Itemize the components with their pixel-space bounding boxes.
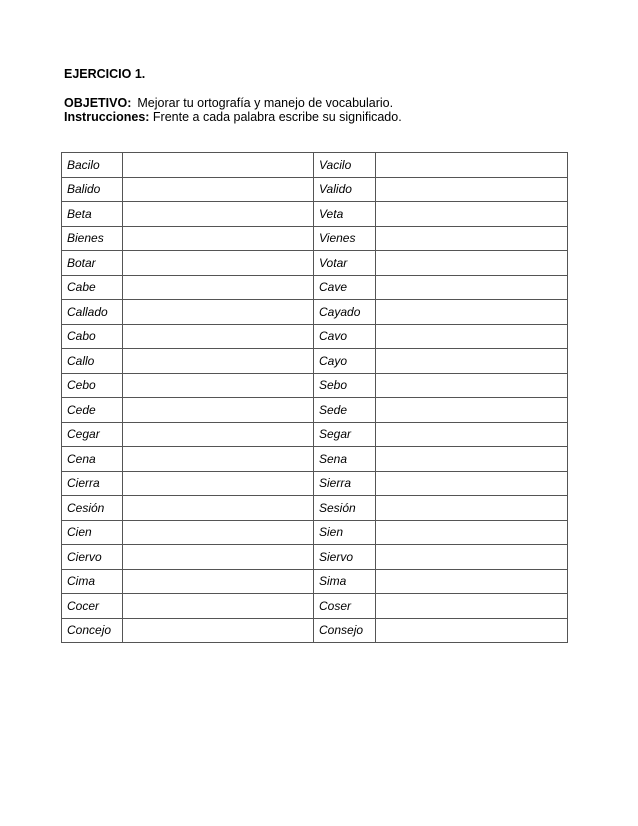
word-cell: Sena bbox=[314, 447, 376, 472]
vocabulary-table bbox=[61, 152, 568, 643]
meaning-answer-cell[interactable] bbox=[123, 471, 314, 496]
table-row bbox=[62, 226, 568, 251]
table-row bbox=[62, 471, 568, 496]
word-cell: Concejo bbox=[62, 618, 123, 643]
word-cell: Segar bbox=[314, 422, 376, 447]
table-row bbox=[62, 594, 568, 619]
meaning-answer-cell[interactable] bbox=[123, 545, 314, 570]
word-cell: Sien bbox=[314, 520, 376, 545]
word-cell: Sebo bbox=[314, 373, 376, 398]
table-row bbox=[62, 447, 568, 472]
meaning-answer-cell[interactable] bbox=[376, 153, 568, 178]
meaning-answer-cell[interactable] bbox=[123, 226, 314, 251]
word-cell: Vacilo bbox=[314, 153, 376, 178]
meaning-answer-cell[interactable] bbox=[376, 618, 568, 643]
meaning-answer-cell[interactable] bbox=[376, 520, 568, 545]
meaning-answer-cell[interactable] bbox=[376, 471, 568, 496]
word-cell: Cocer bbox=[62, 594, 123, 619]
word-cell: Callado bbox=[62, 300, 123, 325]
word-cell: Bienes bbox=[62, 226, 123, 251]
table-row bbox=[62, 251, 568, 276]
meaning-answer-cell[interactable] bbox=[376, 324, 568, 349]
meaning-answer-cell[interactable] bbox=[123, 569, 314, 594]
meaning-answer-cell[interactable] bbox=[123, 177, 314, 202]
word-cell: Bacilo bbox=[62, 153, 123, 178]
meaning-answer-cell[interactable] bbox=[376, 226, 568, 251]
table-row bbox=[62, 177, 568, 202]
objective-label: OBJETIVO: bbox=[64, 96, 132, 110]
word-cell: Cave bbox=[314, 275, 376, 300]
meaning-answer-cell[interactable] bbox=[123, 300, 314, 325]
word-cell: Cebo bbox=[62, 373, 123, 398]
word-cell: Cayado bbox=[314, 300, 376, 325]
word-cell: Vienes bbox=[314, 226, 376, 251]
exercise-title: EJERCICIO 1. bbox=[64, 67, 146, 81]
meaning-answer-cell[interactable] bbox=[376, 300, 568, 325]
meaning-answer-cell[interactable] bbox=[123, 153, 314, 178]
meaning-answer-cell[interactable] bbox=[376, 251, 568, 276]
meaning-answer-cell[interactable] bbox=[376, 349, 568, 374]
meaning-answer-cell[interactable] bbox=[123, 373, 314, 398]
meaning-answer-cell[interactable] bbox=[123, 202, 314, 227]
instructions-line bbox=[64, 110, 402, 125]
table-row bbox=[62, 422, 568, 447]
meaning-answer-cell[interactable] bbox=[123, 349, 314, 374]
instructions-label: Instrucciones: bbox=[64, 110, 150, 124]
meaning-answer-cell[interactable] bbox=[376, 594, 568, 619]
word-cell: Sierra bbox=[314, 471, 376, 496]
word-cell: Sima bbox=[314, 569, 376, 594]
word-cell: Sesión bbox=[314, 496, 376, 521]
word-cell: Siervo bbox=[314, 545, 376, 570]
meaning-answer-cell[interactable] bbox=[376, 447, 568, 472]
vocabulary-table-body bbox=[62, 153, 568, 643]
word-cell: Cesión bbox=[62, 496, 123, 521]
meaning-answer-cell[interactable] bbox=[123, 520, 314, 545]
meaning-answer-cell[interactable] bbox=[123, 447, 314, 472]
meaning-answer-cell[interactable] bbox=[123, 398, 314, 423]
word-cell: Cabo bbox=[62, 324, 123, 349]
word-cell: Beta bbox=[62, 202, 123, 227]
meaning-answer-cell[interactable] bbox=[123, 594, 314, 619]
table-row bbox=[62, 398, 568, 423]
meaning-answer-cell[interactable] bbox=[376, 496, 568, 521]
meaning-answer-cell[interactable] bbox=[376, 398, 568, 423]
table-row bbox=[62, 520, 568, 545]
word-cell: Callo bbox=[62, 349, 123, 374]
meaning-answer-cell[interactable] bbox=[123, 324, 314, 349]
meaning-answer-cell[interactable] bbox=[123, 618, 314, 643]
table-row bbox=[62, 153, 568, 178]
word-cell: Cayo bbox=[314, 349, 376, 374]
word-cell: Veta bbox=[314, 202, 376, 227]
meaning-answer-cell[interactable] bbox=[123, 496, 314, 521]
word-cell: Sede bbox=[314, 398, 376, 423]
word-cell: Consejo bbox=[314, 618, 376, 643]
word-cell: Cima bbox=[62, 569, 123, 594]
word-cell: Cena bbox=[62, 447, 123, 472]
word-cell: Cierra bbox=[62, 471, 123, 496]
meaning-answer-cell[interactable] bbox=[376, 202, 568, 227]
table-row bbox=[62, 349, 568, 374]
meaning-answer-cell[interactable] bbox=[376, 177, 568, 202]
table-row bbox=[62, 324, 568, 349]
instructions-text: Frente a cada palabra escribe su significado. bbox=[152, 110, 402, 124]
word-cell: Cede bbox=[62, 398, 123, 423]
word-cell: Votar bbox=[314, 251, 376, 276]
table-row bbox=[62, 300, 568, 325]
table-row bbox=[62, 569, 568, 594]
word-cell: Coser bbox=[314, 594, 376, 619]
word-cell: Valido bbox=[314, 177, 376, 202]
table-row bbox=[62, 618, 568, 643]
meaning-answer-cell[interactable] bbox=[123, 251, 314, 276]
meaning-answer-cell[interactable] bbox=[376, 422, 568, 447]
word-cell: Cien bbox=[62, 520, 123, 545]
meaning-answer-cell[interactable] bbox=[376, 569, 568, 594]
word-cell: Balido bbox=[62, 177, 123, 202]
meaning-answer-cell[interactable] bbox=[123, 275, 314, 300]
word-cell: Cegar bbox=[62, 422, 123, 447]
meaning-answer-cell[interactable] bbox=[376, 545, 568, 570]
objective-line bbox=[64, 96, 393, 111]
word-cell: Cavo bbox=[314, 324, 376, 349]
word-cell: Cabe bbox=[62, 275, 123, 300]
meaning-answer-cell[interactable] bbox=[376, 373, 568, 398]
objective-text: Mejorar tu ortografía y manejo de vocabulario. bbox=[137, 96, 394, 110]
word-cell: Ciervo bbox=[62, 545, 123, 570]
meaning-answer-cell[interactable] bbox=[376, 275, 568, 300]
table-row bbox=[62, 202, 568, 227]
word-cell: Botar bbox=[62, 251, 123, 276]
meaning-answer-cell[interactable] bbox=[123, 422, 314, 447]
table-row bbox=[62, 275, 568, 300]
table-row bbox=[62, 373, 568, 398]
table-row bbox=[62, 545, 568, 570]
table-row bbox=[62, 496, 568, 521]
